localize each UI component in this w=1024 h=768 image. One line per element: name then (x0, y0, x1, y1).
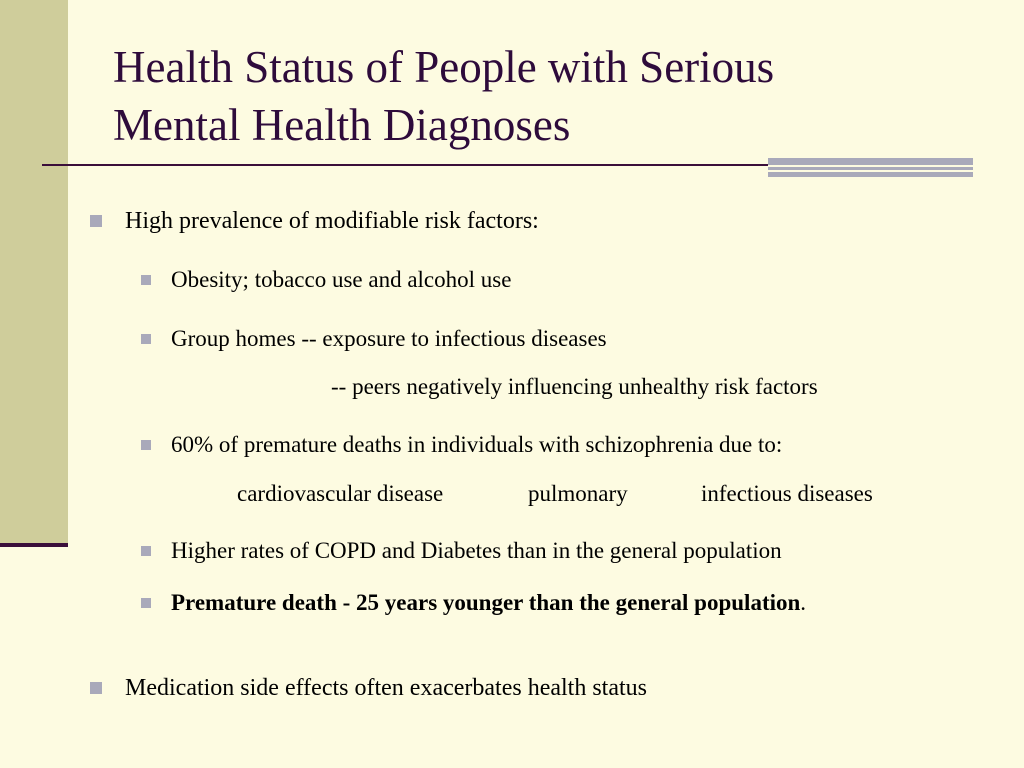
square-bullet-icon (141, 546, 151, 556)
cause-infectious: infectious diseases (701, 481, 873, 506)
cause-pulmonary: pulmonary (528, 481, 628, 506)
bullet-text-bold: Premature death - 25 years younger than the general population (171, 590, 801, 615)
square-bullet-icon (141, 334, 151, 344)
cause-cardiovascular: cardiovascular disease (237, 481, 444, 506)
title-accent-stripes (768, 158, 973, 178)
title-line-1: Health Status of People with Serious (113, 42, 775, 92)
bullet-group-homes (171, 325, 607, 353)
bullet-copd (171, 537, 782, 565)
bullet-text: Group homes -- exposure to infectious diseases (171, 326, 607, 351)
square-bullet-icon (90, 682, 102, 694)
bullet-text: 60% of premature deaths in individuals with schizophrenia due to: (171, 432, 783, 457)
left-decor-bar (0, 0, 68, 545)
slide-title (113, 38, 993, 154)
title-line-2: Mental Health Diagnoses (113, 100, 571, 150)
left-decor-underline (0, 543, 68, 547)
bullet-risk-factors (125, 207, 539, 235)
bullet-text: Obesity; tobacco use and alcohol use (171, 267, 512, 292)
bullet-schizophrenia (171, 431, 782, 459)
bullet-premature-death (171, 589, 806, 617)
title-rule (42, 164, 768, 166)
bullet-text: High prevalence of modifiable risk factors: (125, 208, 539, 234)
bullet-obesity (171, 266, 511, 294)
bullet-text: Medication side effects often exacerbates health status (125, 675, 648, 701)
square-bullet-icon (141, 275, 151, 285)
bullet-text: Higher rates of COPD and Diabetes than in the general population (171, 538, 782, 563)
bullet-text-tail: . (800, 590, 807, 615)
square-bullet-icon (141, 598, 151, 608)
bullet-medication (125, 674, 647, 702)
square-bullet-icon (141, 440, 151, 450)
square-bullet-icon (90, 215, 102, 227)
group-homes-continuation: -- peers negatively influencing unhealthy risk factors (331, 374, 818, 399)
